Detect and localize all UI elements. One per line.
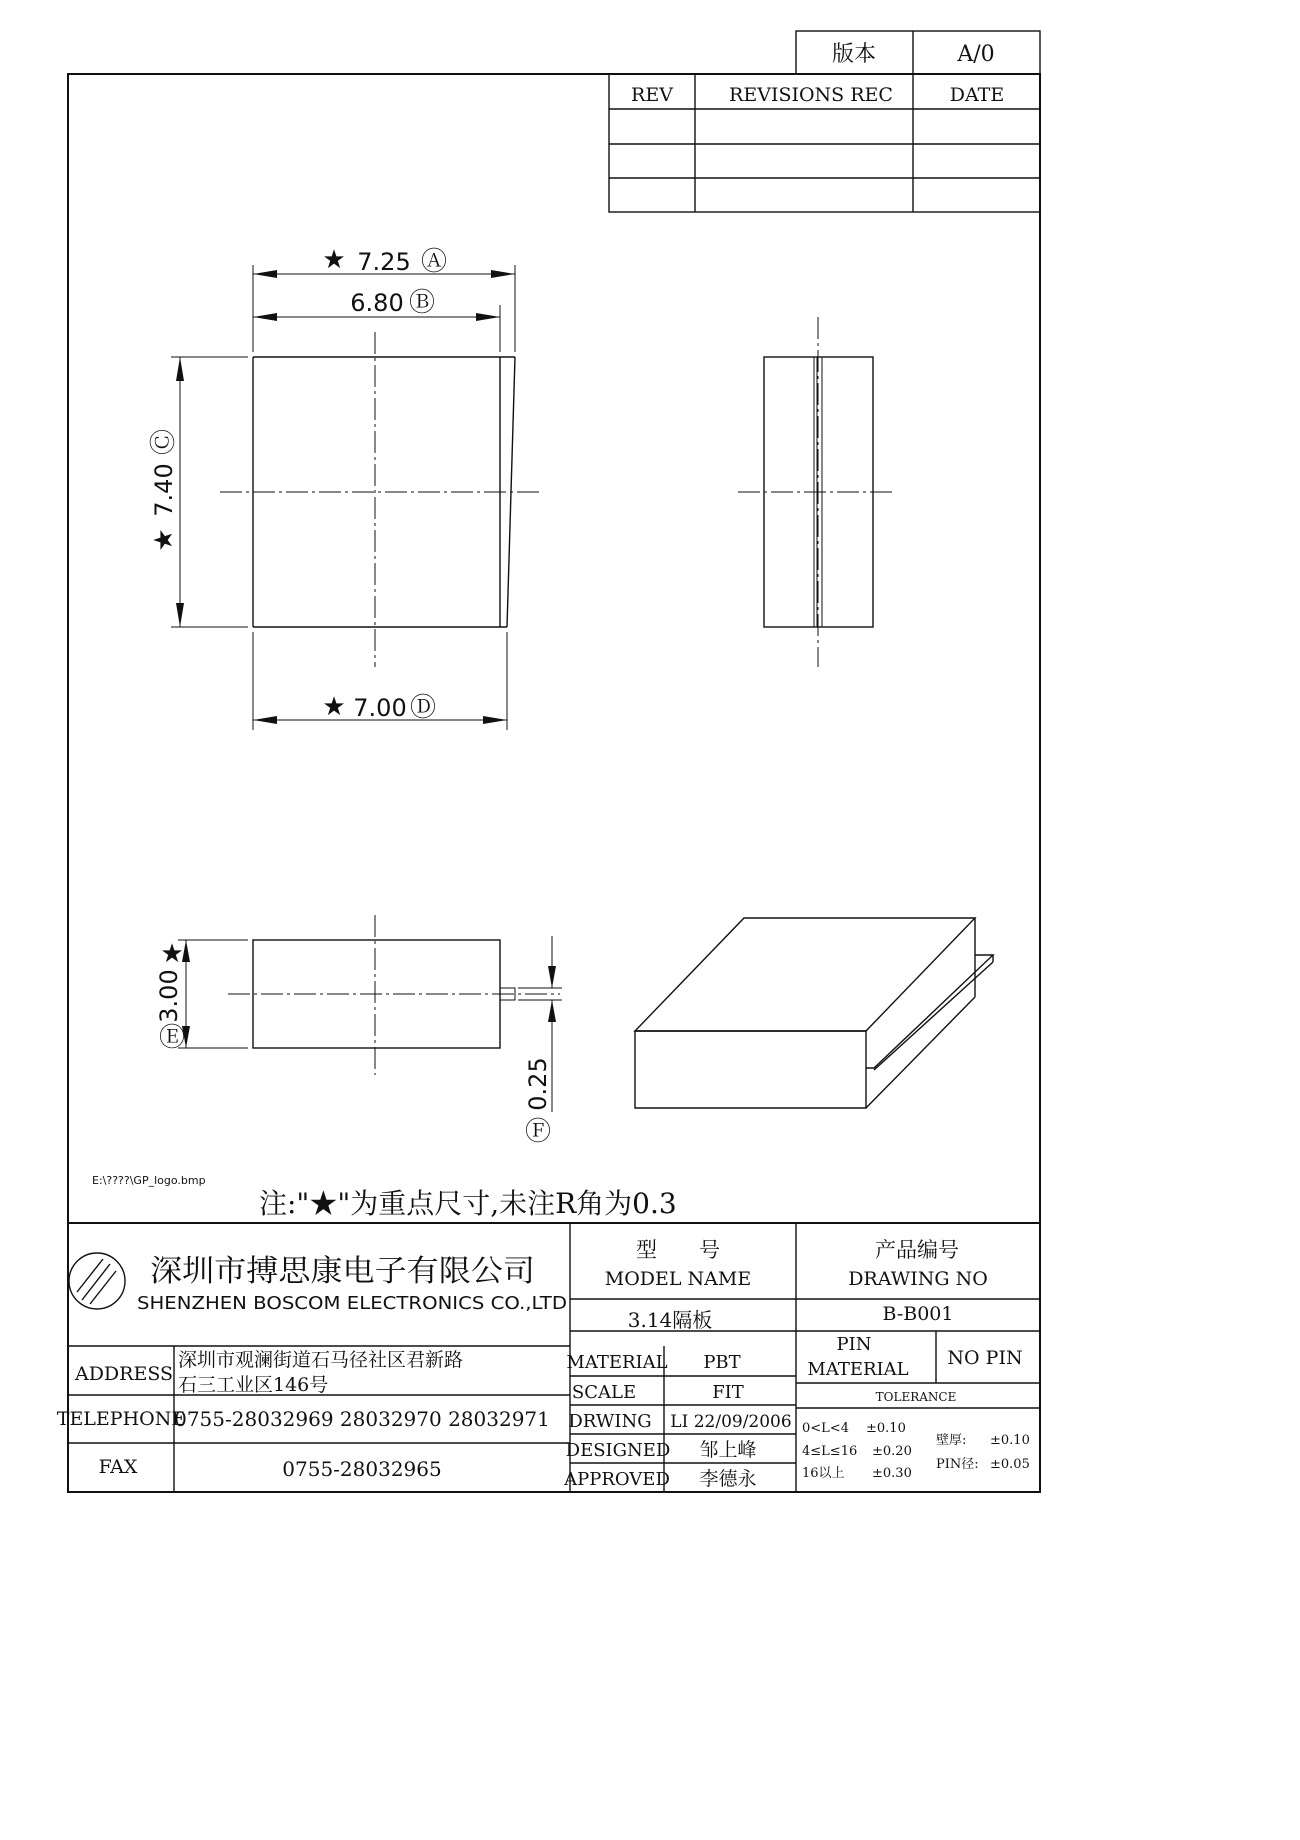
telephone-value: 0755-28032969 28032970 28032971 [174, 1407, 550, 1431]
material-value: PBT [703, 1352, 741, 1373]
rev-header: REV [631, 84, 673, 106]
tolerance-value-1: ±0.10 [866, 1421, 906, 1436]
fax-value: 0755-28032965 [282, 1457, 442, 1481]
date-header: DATE [949, 84, 1005, 106]
side-view [738, 317, 895, 667]
drawing-label-en: DRAWING NO [848, 1268, 988, 1290]
wall-thickness-label: 壁厚: [936, 1433, 967, 1448]
designed-label: DESIGNED [565, 1440, 671, 1461]
model-label-cn: 型 号 [636, 1238, 720, 1262]
material-label: MATERIAL [566, 1352, 668, 1373]
dim-a-star: ★ [322, 245, 346, 275]
tolerance-range-1: 0<L<4 [802, 1421, 849, 1436]
dim-d-value: 7.00 [353, 694, 407, 722]
pin-material-label-2: MATERIAL [807, 1359, 909, 1380]
dim-f-tag: Ⓕ [524, 1117, 552, 1147]
company-name-en: SHENZHEN BOSCOM ELECTRONICS CO.,LTD [137, 1293, 567, 1314]
pin-material-label-1: PIN [836, 1334, 872, 1355]
pin-diameter-value: ±0.05 [990, 1457, 1030, 1472]
dim-b-value: 6.80 [350, 289, 404, 317]
dim-c-star: ★ [149, 528, 179, 552]
revision-table [609, 74, 1040, 212]
approved-label: APPROVED [564, 1469, 670, 1490]
tolerance-value-2: ±0.20 [872, 1444, 912, 1459]
fax-label: FAX [98, 1456, 138, 1478]
model-value: 3.14隔板 [627, 1308, 713, 1332]
dim-d-tag: Ⓓ [409, 693, 437, 723]
tolerance-range-2: 4≤L≤16 [802, 1444, 858, 1459]
dim-b-tag: Ⓑ [408, 288, 436, 318]
dim-c-value: 7.40 [150, 463, 178, 517]
dim-d-star: ★ [322, 692, 346, 722]
pin-material-value: NO PIN [947, 1347, 1023, 1369]
approved-value: 李德永 [699, 1468, 757, 1490]
version-value: A/0 [957, 42, 995, 67]
drawing-by-label: DRWING [568, 1411, 652, 1432]
model-label-en: MODEL NAME [604, 1268, 752, 1290]
designed-value: 邹上峰 [699, 1439, 757, 1461]
address-line1: 深圳市观澜街道石马径社区君新路 [178, 1349, 464, 1371]
drawing-label-cn: 产品编号 [875, 1238, 959, 1262]
dimension-b [253, 288, 500, 352]
version-box [796, 31, 1040, 74]
telephone-label: TELEPHONE [56, 1408, 186, 1430]
dim-f-value: 0.25 [524, 1057, 552, 1111]
scale-value: FIT [712, 1382, 744, 1403]
drawing-by-value: LI 22/09/2006 [670, 1412, 792, 1432]
bottom-view [155, 915, 562, 1147]
wall-thickness-value: ±0.10 [990, 1433, 1030, 1448]
company-logo [69, 1253, 125, 1309]
tolerance-value-3: ±0.30 [872, 1466, 912, 1481]
note-text: 注:"★"为重点尺寸,未注R角为0.3 [259, 1187, 677, 1220]
address-label: ADDRESS [74, 1363, 174, 1385]
company-name-cn: 深圳市搏思康电子有限公司 [150, 1254, 535, 1289]
dim-e-star: ★ [160, 939, 184, 969]
dim-e-value: 3.00 [155, 969, 183, 1023]
drawing-value: B-B001 [882, 1303, 954, 1325]
dimension-e [155, 939, 248, 1053]
revisions-header: REVISIONS REC [729, 84, 893, 106]
dim-a-tag: Ⓐ [420, 247, 448, 277]
version-label: 版本 [831, 42, 877, 67]
dim-c-tag: Ⓒ [149, 428, 179, 456]
scale-label: SCALE [571, 1382, 637, 1403]
dimension-f [518, 936, 562, 1147]
front-view [149, 245, 542, 730]
dim-a-value: 7.25 [357, 248, 411, 276]
address-line2: 石三工业区146号 [178, 1374, 329, 1396]
pin-diameter-label: PIN径: [936, 1457, 979, 1472]
isometric-view [635, 918, 993, 1108]
dimension-d [253, 632, 507, 730]
logo-path: E:\????\GP_logo.bmp [92, 1174, 206, 1187]
tolerance-range-3: 16以上 [802, 1466, 845, 1481]
tolerance-label: TOLERANCE [875, 1390, 957, 1404]
title-block [57, 1223, 1040, 1492]
dim-e-tag: Ⓔ [158, 1023, 186, 1053]
